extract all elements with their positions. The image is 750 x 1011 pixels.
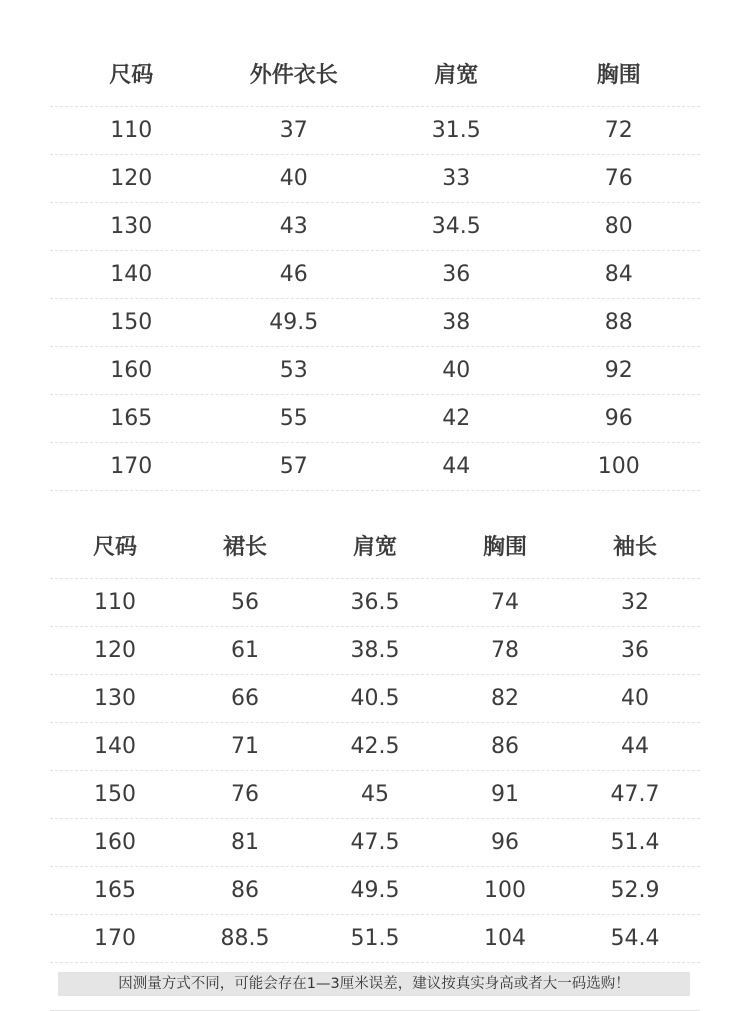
cell-chest: 72 [604, 118, 633, 143]
table-row [50, 579, 700, 627]
cell-chest: 80 [604, 214, 633, 239]
size-table-outerwear [50, 40, 700, 491]
cell-size: 120 [110, 166, 153, 191]
cell-outer-length: 37 [279, 118, 308, 143]
cell-outer-length: 57 [279, 454, 308, 479]
cell-outer-length: 49.5 [269, 310, 319, 335]
cell-shoulder-width: 38.5 [350, 638, 400, 663]
cell-sleeve-length: 44 [621, 734, 649, 759]
cell-sleeve-length: 47.7 [610, 782, 660, 807]
cell-shoulder-width: 33 [442, 166, 471, 191]
table-row [50, 155, 700, 203]
cell-size: 160 [110, 358, 153, 383]
cell-size: 160 [94, 830, 136, 855]
cell-outer-length: 43 [279, 214, 308, 239]
table-row [50, 395, 700, 443]
header-shoulder-width: 肩宽 [434, 62, 479, 88]
cell-chest: 96 [604, 406, 633, 431]
cell-chest: 84 [604, 262, 633, 287]
cell-skirt-length: 71 [231, 734, 259, 759]
cell-skirt-length: 66 [231, 686, 259, 711]
header-size: 尺码 [109, 62, 154, 88]
cell-sleeve-length: 36 [621, 638, 649, 663]
cell-sleeve-length: 52.9 [610, 878, 660, 903]
cell-shoulder-width: 49.5 [350, 878, 400, 903]
cell-chest: 104 [484, 926, 526, 951]
cell-size: 170 [110, 454, 153, 479]
table-row [50, 627, 700, 675]
cell-chest: 100 [484, 878, 526, 903]
table-row [50, 107, 700, 155]
cell-chest: 96 [491, 830, 519, 855]
cell-size: 165 [110, 406, 153, 431]
table-row [50, 915, 700, 963]
table-row [50, 251, 700, 299]
header-sleeve-length: 袖长 [612, 534, 657, 560]
table-row [50, 723, 700, 771]
table-row [50, 771, 700, 819]
table-row [50, 867, 700, 915]
cell-size: 140 [94, 734, 136, 759]
cell-outer-length: 53 [279, 358, 308, 383]
cell-size: 150 [94, 782, 136, 807]
cell-skirt-length: 56 [231, 590, 259, 615]
cell-size: 120 [94, 638, 136, 663]
cell-shoulder-width: 38 [442, 310, 471, 335]
cell-size: 130 [110, 214, 153, 239]
cell-chest: 74 [491, 590, 519, 615]
table-row [50, 203, 700, 251]
cell-chest: 78 [491, 638, 519, 663]
header-shoulder-width: 肩宽 [352, 534, 397, 560]
cell-size: 110 [94, 590, 136, 615]
cell-size: 170 [94, 926, 136, 951]
cell-skirt-length: 86 [231, 878, 259, 903]
cell-outer-length: 46 [279, 262, 308, 287]
table-row [50, 819, 700, 867]
cell-chest: 86 [491, 734, 519, 759]
cell-shoulder-width: 47.5 [350, 830, 400, 855]
cell-sleeve-length: 40 [621, 686, 649, 711]
cell-chest: 76 [604, 166, 633, 191]
size-table-dress [50, 512, 700, 963]
measurement-note: 因测量方式不同，可能会存在1—3厘米误差，建议按真实身高或者大一码选购！ [58, 972, 690, 996]
cell-sleeve-length: 51.4 [610, 830, 660, 855]
cell-shoulder-width: 31.5 [431, 118, 481, 143]
table-row [50, 675, 700, 723]
cell-outer-length: 40 [279, 166, 308, 191]
cell-shoulder-width: 42.5 [350, 734, 400, 759]
cell-chest: 100 [597, 454, 640, 479]
header-outer-length: 外件衣长 [249, 62, 338, 88]
measurement-note-section [50, 962, 700, 1011]
header-chest: 胸围 [482, 534, 527, 560]
table-header [50, 40, 700, 107]
cell-size: 110 [110, 118, 153, 143]
cell-shoulder-width: 40 [442, 358, 471, 383]
cell-size: 130 [94, 686, 136, 711]
cell-sleeve-length: 32 [621, 590, 649, 615]
cell-shoulder-width: 42 [442, 406, 471, 431]
table-row [50, 299, 700, 347]
cell-skirt-length: 61 [231, 638, 259, 663]
cell-chest: 88 [604, 310, 633, 335]
cell-shoulder-width: 51.5 [350, 926, 400, 951]
cell-size: 150 [110, 310, 153, 335]
header-size: 尺码 [92, 534, 137, 560]
header-chest: 胸围 [596, 62, 641, 88]
cell-chest: 92 [604, 358, 633, 383]
cell-shoulder-width: 45 [361, 782, 389, 807]
cell-sleeve-length: 54.4 [610, 926, 660, 951]
cell-skirt-length: 88.5 [220, 926, 270, 951]
cell-shoulder-width: 40.5 [350, 686, 400, 711]
cell-shoulder-width: 44 [442, 454, 471, 479]
table-row [50, 347, 700, 395]
cell-shoulder-width: 36 [442, 262, 471, 287]
cell-shoulder-width: 34.5 [431, 214, 481, 239]
table-header [50, 512, 700, 579]
cell-shoulder-width: 36.5 [350, 590, 400, 615]
cell-skirt-length: 76 [231, 782, 259, 807]
cell-skirt-length: 81 [231, 830, 259, 855]
cell-chest: 91 [491, 782, 519, 807]
header-skirt-length: 裙长 [222, 534, 267, 560]
cell-chest: 82 [491, 686, 519, 711]
cell-outer-length: 55 [279, 406, 308, 431]
table-row [50, 443, 700, 491]
cell-size: 165 [94, 878, 136, 903]
cell-size: 140 [110, 262, 153, 287]
